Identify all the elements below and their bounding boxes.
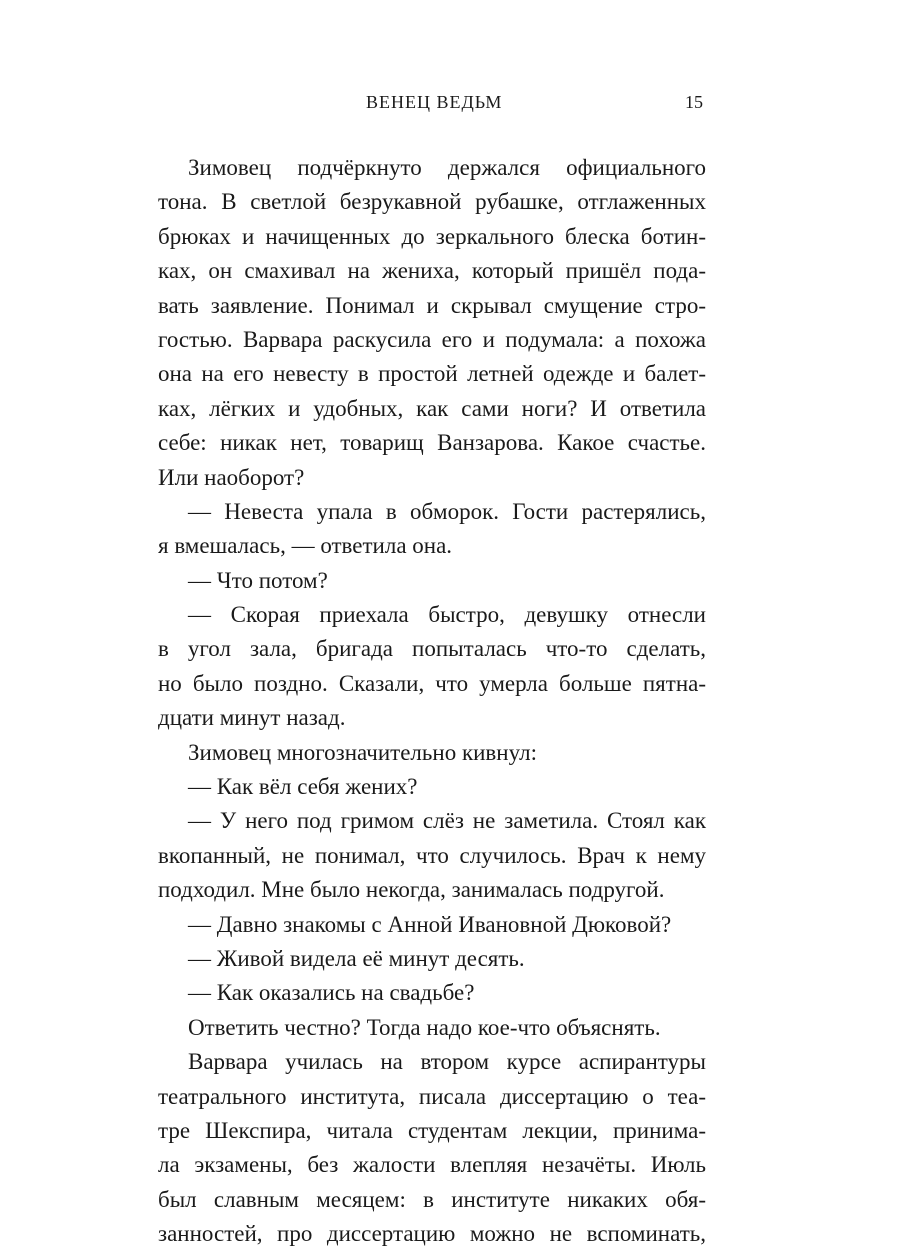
text-line: Зимовец подчёркнуто держался официального (188, 155, 706, 180)
text-line: — Скорая приехала быстро, девушку отнесли (188, 602, 706, 628)
text-line: Или наоборот? (158, 464, 305, 490)
text-line: театрального института, писала диссертацию о теа- (158, 1083, 706, 1109)
text-line: занностей, про диссертацию можно не вспоминать, (158, 1221, 706, 1247)
text-line: вкопанный, не понимал, что случилось. Врач к нему (158, 842, 706, 868)
text-line: гостью. Варвара раскусила его и подумала: а похожа (158, 326, 706, 352)
text-line: себе: никак нет, товарищ Ванзарова. Какое счастье. (158, 430, 706, 456)
running-header (0, 92, 900, 120)
text-line: ках, лёгких и удобных, как сами ноги? И ответила (158, 395, 706, 421)
text-line: подходил. Мне было некогда, занималась подругой. (158, 877, 665, 903)
text-line: — Что потом? (188, 567, 328, 593)
running-title: ВЕНЕЦ ВЕДЬМ (366, 92, 503, 112)
text-line: Варвара училась на втором курсе аспирантуры (188, 1049, 706, 1075)
page-number: 15 (685, 92, 703, 112)
text-line: Ответить честно? Тогда надо кое-что объяснять. (188, 1014, 661, 1040)
text-line: я вмешалась, — ответила она. (158, 533, 453, 559)
text-line: брюках и начищенных до зеркального блеска ботин- (158, 223, 706, 249)
text-line: тре Шекспира, читала студентам лекции, принима- (158, 1117, 706, 1143)
text-line: она на его невесту в простой летней одежде и балет- (158, 361, 706, 387)
text-line: ла экзамены, без жалости влепляя незачёты. Июль (158, 1152, 706, 1178)
text-line: — Живой видела её минут десять. (188, 945, 525, 971)
text-line: был славным месяцем: в институте никаких обя- (158, 1186, 706, 1212)
text-line: — Как оказались на свадьбе? (188, 980, 475, 1006)
text-line: в угол зала, бригада попыталась что-то сделать, (158, 636, 706, 662)
text-line: — Давно знакомы с Анной Ивановной Дюковой? (188, 911, 672, 937)
text-line: — У него под гримом слёз не заметила. Стоял как (188, 808, 706, 834)
text-line: ках, он смахивал на жениха, который пришёл пода- (158, 258, 706, 284)
text-line: Зимовец многозначительно кивнул: (188, 739, 537, 765)
text-line: — Невеста упала в обморок. Гости растерялись, (188, 498, 706, 524)
text-line: вать заявление. Понимал и скрывал смущение стро- (158, 292, 706, 318)
text-line: дцати минут назад. (158, 705, 346, 731)
text-line: — Как вёл себя жених? (188, 774, 418, 800)
text-line: тона. В светлой безрукавной рубашке, отглаженных (158, 189, 706, 215)
body-text (158, 151, 706, 1252)
text-line: но было поздно. Сказали, что умерла больше пятна- (158, 670, 706, 696)
